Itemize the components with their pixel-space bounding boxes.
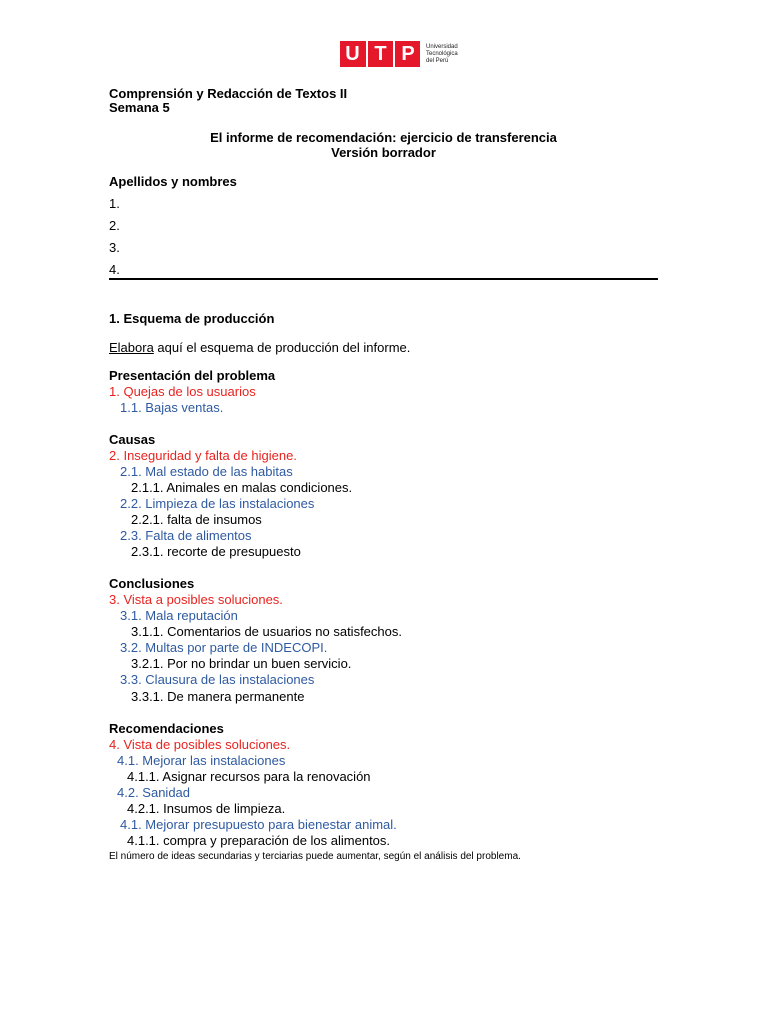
outline-item: 1.1. Bajas ventas.	[120, 400, 224, 415]
outline-item: 2.3. Falta de alimentos	[120, 528, 252, 543]
logo-letter-p: P	[401, 43, 415, 65]
name-line-2: 2.	[109, 218, 120, 233]
outline-item: 2.2.1. falta de insumos	[131, 512, 262, 527]
logo-letter-u: U	[345, 43, 360, 65]
week-label: Semana 5	[109, 100, 170, 115]
instruction-rest: aquí el esquema de producción del informe.	[153, 340, 411, 355]
outline-item: 3.2.1. Por no brindar un buen servicio.	[131, 656, 352, 671]
outline-item: 2.3.1. recorte de presupuesto	[131, 544, 301, 559]
outline-item: Conclusiones	[109, 576, 195, 591]
outline-item: 2. Inseguridad y falta de higiene.	[109, 448, 297, 463]
logo-separator	[366, 41, 368, 67]
names-label: Apellidos y nombres	[109, 174, 237, 189]
outline-item: 3.2. Multas por parte de INDECOPI.	[120, 640, 328, 655]
document-title: El informe de recomendación: ejercicio de transferencia	[210, 130, 557, 145]
logo-letter-t: T	[374, 43, 387, 65]
logo-university-name	[426, 44, 458, 65]
logo-text-line: Tecnológica	[426, 50, 458, 57]
outline-item: 3.1.1. Comentarios de usuarios no satisfechos.	[131, 624, 402, 639]
outline-item: Recomendaciones	[109, 721, 224, 736]
outline-item: 4.2.1. Insumos de limpieza.	[127, 801, 286, 816]
outline-item: 3.3.1. De manera permanente	[131, 689, 305, 704]
utp-logo-mark	[340, 41, 420, 67]
footnote: El número de ideas secundarias y terciarias puede aumentar, según el análisis del problema.	[109, 851, 521, 862]
outline-item: 2.1.1. Animales en malas condiciones.	[131, 480, 353, 495]
name-line-4: 4.	[109, 262, 120, 277]
outline-item: Causas	[109, 432, 156, 447]
section-divider	[109, 278, 658, 280]
logo-text-line: del Perú	[426, 57, 449, 64]
logo-separator	[393, 41, 395, 67]
outline-item: 3.3. Clausura de las instalaciones	[120, 672, 315, 687]
section-heading: 1. Esquema de producción	[109, 311, 275, 326]
instruction-link: Elabora	[109, 340, 154, 355]
outline-item: Presentación del problema	[109, 368, 276, 383]
outline-item: 4.2. Sanidad	[117, 785, 191, 800]
outline-item: 4.1. Mejorar presupuesto para bienestar animal.	[120, 817, 397, 832]
outline-item: 4.1. Mejorar las instalaciones	[117, 753, 286, 768]
outline-item: 4.1.1. Asignar recursos para la renovación	[127, 769, 371, 784]
document-subtitle: Versión borrador	[331, 145, 436, 160]
outline-item: 3. Vista a posibles soluciones.	[109, 592, 283, 607]
outline-item: 3.1. Mala reputación	[120, 608, 238, 623]
outline-item: 4.1.1. compra y preparación de los alimentos.	[127, 833, 391, 848]
name-line-3: 3.	[109, 240, 120, 255]
name-line-1: 1.	[109, 196, 120, 211]
outline-item: 2.1. Mal estado de las habitas	[120, 464, 293, 479]
outline-item: 2.2. Limpieza de las instalaciones	[120, 496, 315, 511]
instruction-text	[109, 340, 410, 356]
course-title: Comprensión y Redacción de Textos II	[109, 86, 348, 101]
utp-logo	[340, 41, 458, 67]
logo-text-line: Universidad	[426, 43, 458, 50]
outline-item: 4. Vista de posibles soluciones.	[109, 737, 291, 752]
outline-item: 1. Quejas de los usuarios	[109, 384, 256, 399]
